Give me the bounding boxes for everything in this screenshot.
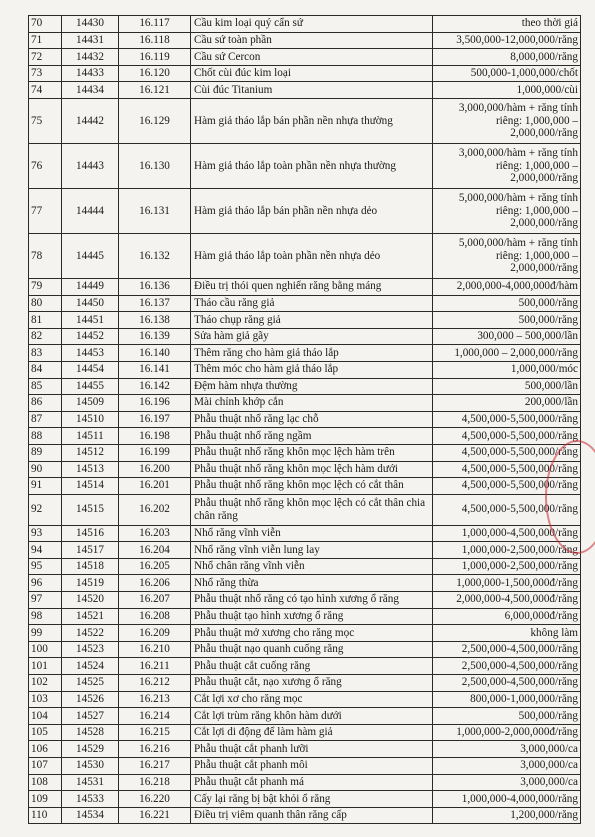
reference-code: 16.220 [119, 791, 191, 808]
service-code: 14514 [62, 478, 119, 495]
row-number: 73 [29, 65, 62, 82]
row-number: 104 [29, 708, 62, 725]
service-price: 500,000/răng [433, 295, 581, 312]
row-number: 74 [29, 82, 62, 99]
table-row [29, 378, 581, 395]
table-row [29, 32, 581, 49]
reference-code: 16.196 [119, 395, 191, 412]
service-name: Phẫu thuật cắt, nạo xương ổ răng [191, 675, 433, 692]
service-name: Phẫu thuật cắt phanh má [191, 774, 433, 791]
service-price: 1,000,000-4,500,000/răng [433, 525, 581, 542]
row-number: 101 [29, 658, 62, 675]
service-price: 200,000/lần [433, 395, 581, 412]
service-price: 1,200,000/răng [433, 807, 581, 824]
service-code: 14527 [62, 708, 119, 725]
reference-code: 16.142 [119, 378, 191, 395]
service-price: 2,500,000-4,500,000/răng [433, 675, 581, 692]
service-name: Cầu sứ Cercon [191, 49, 433, 66]
service-price: 500,000/răng [433, 708, 581, 725]
service-price: 1,000,000-2,500,000/răng [433, 542, 581, 559]
row-number: 81 [29, 312, 62, 329]
table-row [29, 575, 581, 592]
service-code: 14511 [62, 428, 119, 445]
table-row [29, 49, 581, 66]
table-row [29, 494, 581, 525]
service-price: 2,500,000-4,500,000/răng [433, 658, 581, 675]
table-row [29, 411, 581, 428]
service-code: 14531 [62, 774, 119, 791]
table-row [29, 758, 581, 775]
table-row [29, 65, 581, 82]
service-code: 14513 [62, 461, 119, 478]
reference-code: 16.119 [119, 49, 191, 66]
reference-code: 16.204 [119, 542, 191, 559]
reference-code: 16.140 [119, 345, 191, 362]
row-number: 76 [29, 143, 62, 188]
reference-code: 16.218 [119, 774, 191, 791]
table-row [29, 641, 581, 658]
reference-code: 16.214 [119, 708, 191, 725]
service-price: 800,000-1,000,000/răng [433, 691, 581, 708]
service-name: Phẫu thuật nhổ răng khôn mọc lệch hàm dưới [191, 461, 433, 478]
row-number: 87 [29, 411, 62, 428]
service-code: 14510 [62, 411, 119, 428]
service-price: 3,000,000/ca [433, 774, 581, 791]
service-code: 14444 [62, 188, 119, 233]
service-code: 14434 [62, 82, 119, 99]
row-number: 109 [29, 791, 62, 808]
table-row [29, 741, 581, 758]
service-price: 1,000,000-1,500,000đ/răng [433, 575, 581, 592]
service-price: 5,000,000/hàm + răng tính riêng: 1,000,000 – 2,000,000/răng [433, 188, 581, 233]
row-number: 77 [29, 188, 62, 233]
service-price: 1,000,000 – 2,000,000/răng [433, 345, 581, 362]
service-code: 14534 [62, 807, 119, 824]
row-number: 93 [29, 525, 62, 542]
reference-code: 16.136 [119, 278, 191, 295]
service-name: Hàm giả tháo lắp toàn phần nền nhựa thường [191, 143, 433, 188]
service-price: 4,500,000-5,500,000/răng [433, 494, 581, 525]
service-name: Mài chỉnh khớp cắn [191, 395, 433, 412]
service-code: 14453 [62, 345, 119, 362]
service-name: Cắt lợi trùm răng khôn hàm dưới [191, 708, 433, 725]
service-name: Cầu kim loại quý cẩn sứ [191, 16, 433, 33]
reference-code: 16.120 [119, 65, 191, 82]
table-row [29, 625, 581, 642]
table-row [29, 542, 581, 559]
service-code: 14517 [62, 542, 119, 559]
row-number: 72 [29, 49, 62, 66]
service-code: 14443 [62, 143, 119, 188]
service-name: Cắt lợi xơ cho răng mọc [191, 691, 433, 708]
service-price: 4,500,000-5,500,000/răng [433, 444, 581, 461]
table-row [29, 428, 581, 445]
row-number: 91 [29, 478, 62, 495]
row-number: 71 [29, 32, 62, 49]
table-row [29, 525, 581, 542]
service-name: Đệm hàm nhựa thường [191, 378, 433, 395]
service-price: 2,500,000-4,500,000/răng [433, 641, 581, 658]
service-name: Phẫu thuật nhổ răng lạc chỗ [191, 411, 433, 428]
row-number: 98 [29, 608, 62, 625]
service-code: 14524 [62, 658, 119, 675]
service-code: 14533 [62, 791, 119, 808]
reference-code: 16.117 [119, 16, 191, 33]
row-number: 96 [29, 575, 62, 592]
reference-code: 16.137 [119, 295, 191, 312]
row-number: 102 [29, 675, 62, 692]
service-name: Điều trị viêm quanh thân răng cấp [191, 807, 433, 824]
service-code: 14430 [62, 16, 119, 33]
service-price: 1,000,000-2,500,000/răng [433, 558, 581, 575]
table-row [29, 143, 581, 188]
table-row [29, 295, 581, 312]
service-code: 14450 [62, 295, 119, 312]
reference-code: 16.197 [119, 411, 191, 428]
service-price: 500,000/lần [433, 378, 581, 395]
service-price: 2,000,000-4,500,000đ/răng [433, 592, 581, 609]
table-row [29, 395, 581, 412]
table-row [29, 16, 581, 33]
row-number: 97 [29, 592, 62, 609]
reference-code: 16.206 [119, 575, 191, 592]
row-number: 85 [29, 378, 62, 395]
service-name: Thêm răng cho hàm giả tháo lắp [191, 345, 433, 362]
service-price: 1,000,000/cùi [433, 82, 581, 99]
row-number: 103 [29, 691, 62, 708]
service-name: Nhổ răng thừa [191, 575, 433, 592]
service-name: Cầu sứ toàn phần [191, 32, 433, 49]
row-number: 90 [29, 461, 62, 478]
table-row [29, 592, 581, 609]
table-row [29, 675, 581, 692]
row-number: 100 [29, 641, 62, 658]
reference-code: 16.130 [119, 143, 191, 188]
table-row [29, 98, 581, 143]
service-name: Phẫu thuật nhổ răng có tạo hình xương ổ răng [191, 592, 433, 609]
service-name: Hàm giả tháo lắp bán phần nền nhựa dẻo [191, 188, 433, 233]
service-code: 14520 [62, 592, 119, 609]
table-row [29, 278, 581, 295]
reference-code: 16.131 [119, 188, 191, 233]
row-number: 78 [29, 233, 62, 278]
row-number: 70 [29, 16, 62, 33]
service-code: 14523 [62, 641, 119, 658]
service-price: 3,000,000/ca [433, 741, 581, 758]
reference-code: 16.138 [119, 312, 191, 329]
service-code: 14529 [62, 741, 119, 758]
service-price: 6,000,000đ/răng [433, 608, 581, 625]
row-number: 84 [29, 361, 62, 378]
table-row [29, 478, 581, 495]
service-name: Phẫu thuật nhổ răng khôn mọc lệch hàm trên [191, 444, 433, 461]
reference-code: 16.209 [119, 625, 191, 642]
reference-code: 16.207 [119, 592, 191, 609]
row-number: 107 [29, 758, 62, 775]
row-number: 86 [29, 395, 62, 412]
table-row [29, 691, 581, 708]
service-price: 4,500,000-5,500,000/răng [433, 411, 581, 428]
reference-code: 16.200 [119, 461, 191, 478]
service-name: Phẫu thuật cắt phanh lưỡi [191, 741, 433, 758]
row-number: 110 [29, 807, 62, 824]
service-price: 4,500,000-5,500,000/răng [433, 428, 581, 445]
service-name: Phẫu thuật nhổ răng khôn mọc lệch có cắt thân chia chân răng [191, 494, 433, 525]
reference-code: 16.203 [119, 525, 191, 542]
service-code: 14454 [62, 361, 119, 378]
service-code: 14442 [62, 98, 119, 143]
row-number: 83 [29, 345, 62, 362]
reference-code: 16.212 [119, 675, 191, 692]
service-price: 300,000 – 500,000/lần [433, 328, 581, 345]
table-row [29, 708, 581, 725]
service-price: 1,000,000/móc [433, 361, 581, 378]
table-row [29, 608, 581, 625]
service-name: Cắt lợi di động để làm hàm giả [191, 724, 433, 741]
table-row [29, 345, 581, 362]
table-row [29, 188, 581, 233]
service-name: Sửa hàm giả gãy [191, 328, 433, 345]
service-price: 3,000,000/ca [433, 758, 581, 775]
row-number: 80 [29, 295, 62, 312]
service-name: Phẫu thuật cắt phanh môi [191, 758, 433, 775]
service-price: 1,000,000-4,000,000/răng [433, 791, 581, 808]
table-row [29, 82, 581, 99]
service-price: 1,000,000-2,000,000đ/răng [433, 724, 581, 741]
service-code: 14516 [62, 525, 119, 542]
service-code: 14518 [62, 558, 119, 575]
service-price: 500,000-1,000,000/chốt [433, 65, 581, 82]
service-code: 14512 [62, 444, 119, 461]
service-code: 14521 [62, 608, 119, 625]
service-code: 14509 [62, 395, 119, 412]
service-code: 14530 [62, 758, 119, 775]
service-name: Điều trị thói quen nghiến răng bằng máng [191, 278, 433, 295]
service-name: Hàm giả tháo lắp bán phần nền nhựa thường [191, 98, 433, 143]
service-price: 5,000,000/hàm + răng tính riêng: 1,000,000 – 2,000,000/răng [433, 233, 581, 278]
row-number: 82 [29, 328, 62, 345]
table-row [29, 312, 581, 329]
reference-code: 16.202 [119, 494, 191, 525]
service-name: Cùi đúc Titanium [191, 82, 433, 99]
row-number: 79 [29, 278, 62, 295]
service-price: theo thời giá [433, 16, 581, 33]
service-code: 14451 [62, 312, 119, 329]
row-number: 95 [29, 558, 62, 575]
service-code: 14433 [62, 65, 119, 82]
service-price: 2,000,000-4,000,000đ/hàm [433, 278, 581, 295]
service-price: 4,500,000-5,500,000/răng [433, 461, 581, 478]
service-price: 4,500,000-5,500,000/răng [433, 478, 581, 495]
service-code: 14526 [62, 691, 119, 708]
row-number: 75 [29, 98, 62, 143]
service-code: 14525 [62, 675, 119, 692]
service-name: Phẫu thuật mở xương cho răng mọc [191, 625, 433, 642]
reference-code: 16.132 [119, 233, 191, 278]
price-table [28, 15, 581, 824]
reference-code: 16.221 [119, 807, 191, 824]
reference-code: 16.121 [119, 82, 191, 99]
service-price: 500,000/răng [433, 312, 581, 329]
service-name: Tháo cầu răng giả [191, 295, 433, 312]
service-price: 3,000,000/hàm + răng tính riêng: 1,000,000 – 2,000,000/răng [433, 143, 581, 188]
reference-code: 16.208 [119, 608, 191, 625]
reference-code: 16.205 [119, 558, 191, 575]
row-number: 88 [29, 428, 62, 445]
service-code: 14449 [62, 278, 119, 295]
reference-code: 16.216 [119, 741, 191, 758]
service-code: 14515 [62, 494, 119, 525]
price-table-body [29, 16, 581, 824]
reference-code: 16.141 [119, 361, 191, 378]
service-price: 3,500,000-12,000,000/răng [433, 32, 581, 49]
service-price: 3,000,000/hàm + răng tính riêng: 1,000,000 – 2,000,000/răng [433, 98, 581, 143]
table-row [29, 774, 581, 791]
reference-code: 16.129 [119, 98, 191, 143]
table-row [29, 361, 581, 378]
reference-code: 16.211 [119, 658, 191, 675]
table-row [29, 724, 581, 741]
service-price: 8,000,000/răng [433, 49, 581, 66]
service-code: 14432 [62, 49, 119, 66]
reference-code: 16.215 [119, 724, 191, 741]
table-row [29, 328, 581, 345]
service-name: Phẫu thuật nạo quanh cuống răng [191, 641, 433, 658]
table-row [29, 791, 581, 808]
service-code: 14445 [62, 233, 119, 278]
reference-code: 16.210 [119, 641, 191, 658]
reference-code: 16.199 [119, 444, 191, 461]
service-price: không làm [433, 625, 581, 642]
service-code: 14455 [62, 378, 119, 395]
service-name: Phẫu thuật cắt cuống răng [191, 658, 433, 675]
service-name: Cấy lại răng bị bật khỏi ổ răng [191, 791, 433, 808]
service-code: 14522 [62, 625, 119, 642]
service-name: Nhổ chân răng vĩnh viễn [191, 558, 433, 575]
reference-code: 16.198 [119, 428, 191, 445]
table-row [29, 444, 581, 461]
row-number: 108 [29, 774, 62, 791]
row-number: 105 [29, 724, 62, 741]
reference-code: 16.201 [119, 478, 191, 495]
row-number: 94 [29, 542, 62, 559]
reference-code: 16.213 [119, 691, 191, 708]
service-name: Nhổ răng vĩnh viễn lung lay [191, 542, 433, 559]
table-row [29, 461, 581, 478]
service-name: Phẫu thuật nhổ răng ngầm [191, 428, 433, 445]
service-code: 14452 [62, 328, 119, 345]
row-number: 99 [29, 625, 62, 642]
table-row [29, 658, 581, 675]
service-name: Phẫu thuật nhổ răng khôn mọc lệch có cắt thân [191, 478, 433, 495]
row-number: 89 [29, 444, 62, 461]
service-code: 14519 [62, 575, 119, 592]
table-row [29, 233, 581, 278]
reference-code: 16.217 [119, 758, 191, 775]
service-name: Chốt cùi đúc kim loại [191, 65, 433, 82]
reference-code: 16.118 [119, 32, 191, 49]
service-name: Thêm móc cho hàm giả tháo lắp [191, 361, 433, 378]
service-name: Phẫu thuật tạo hình xương ổ răng [191, 608, 433, 625]
reference-code: 16.139 [119, 328, 191, 345]
row-number: 106 [29, 741, 62, 758]
table-row [29, 558, 581, 575]
service-code: 14431 [62, 32, 119, 49]
service-name: Tháo chụp răng giả [191, 312, 433, 329]
service-name: Nhổ răng vĩnh viễn [191, 525, 433, 542]
row-number: 92 [29, 494, 62, 525]
table-row [29, 807, 581, 824]
service-code: 14528 [62, 724, 119, 741]
service-name: Hàm giả tháo lắp toàn phần nền nhựa dẻo [191, 233, 433, 278]
